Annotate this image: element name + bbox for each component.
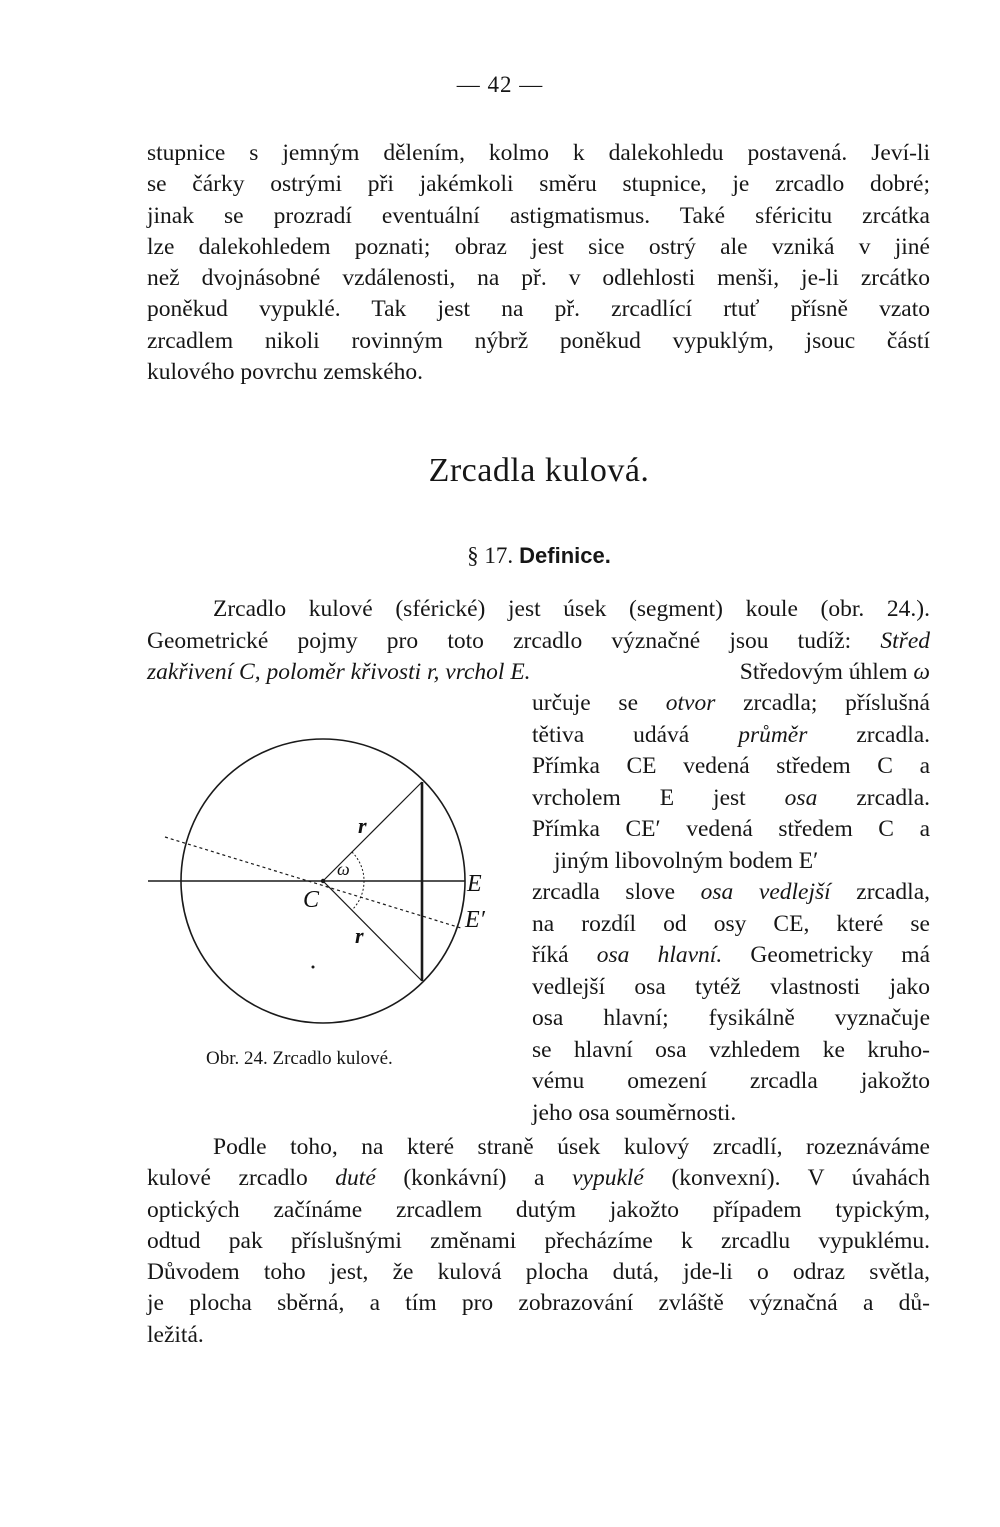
text-line: jinak se prozradí eventuální astigmatismus. Také sféricitu zrcátka	[147, 202, 930, 229]
term-italic: Střed	[880, 627, 931, 654]
label-r-bottom: r	[355, 923, 364, 948]
label-E: E	[467, 871, 482, 897]
term-italic: zakřivení C, poloměr křivosti r, vrchol E.	[147, 659, 531, 685]
text-line: kulového povrchu zemského.	[147, 359, 424, 386]
text-line	[147, 626, 930, 658]
text-line: ležitá.	[147, 1321, 204, 1348]
text-line	[147, 657, 930, 689]
text-line: jiným libovolným bodem E′	[554, 847, 819, 874]
secondary-axis-line	[165, 837, 461, 928]
text-line: osa hlavní; fysikálně vyznačuje	[532, 1005, 930, 1031]
label-r-top: r	[358, 813, 367, 838]
text-line: lze dalekohledem poznati; obraz jest sice ostrý ale vzniká v jiné	[147, 233, 930, 260]
definition-paragraph-right	[532, 688, 930, 1129]
center-dot	[321, 879, 325, 883]
text-line: poněkud vypuklé. Tak jest na př. zrcadlící rtuť přísně vzato	[147, 296, 930, 323]
text-line: odtud pak příslušnými změnami přecházíme k zrcadlu vypuklému.	[147, 1227, 930, 1254]
text-line: zrcadlem nikoli rovinným nýbrž poněkud vypuklým, jsouc částí	[147, 327, 930, 354]
text-line: Zrcadlo kulové (sférické) jest úsek (segment) koule (obr. 24.).	[213, 596, 930, 622]
text-line: tětiva udává průměr zrcadla.	[532, 721, 931, 748]
definition-paragraph-top	[147, 594, 930, 689]
figure-caption: Obr. 24. Zrcadlo kulové.	[206, 1048, 393, 1069]
mirror-diagram	[143, 737, 513, 1055]
text-line: Podle toho, na které straně úsek kulový zrcadlí, rozeznáváme	[213, 1134, 930, 1160]
label-omega: ω	[337, 859, 350, 879]
section-number: § 17.	[467, 543, 514, 568]
section-heading	[0, 543, 1000, 569]
text-line: je plocha sběrná, a tím pro zobrazování zvláště význačná a dů-	[147, 1290, 930, 1317]
text-line: se hlavní osa vzhledem ke kruho-	[532, 1036, 930, 1063]
label-E-prime: E′	[465, 907, 485, 933]
paragraph-concave-convex	[147, 1132, 930, 1351]
text-run: Středovým úhlem ω	[739, 659, 930, 685]
paragraph-continued	[147, 138, 930, 388]
text-line: Přímka CE′ vedená středem C a	[532, 816, 930, 842]
text-line: určuje se otvor zrcadla; příslušná	[532, 690, 930, 716]
radius-bottom-line	[323, 881, 422, 981]
label-C: C	[303, 887, 320, 913]
page-number: — 42 —	[456, 72, 544, 97]
chapter-title: Zrcadla kulová.	[428, 452, 650, 489]
text-line: Přímka CE vedená středem C a	[532, 753, 930, 779]
text-run: Geometrické pojmy pro toto zrcadlo význačné jsou tudíž:	[147, 627, 852, 654]
text-line: říká osa hlavní. Geometricky má	[532, 942, 931, 968]
text-line: než dvojnásobné vzdálenosti, na př. v odlehlosti menši, je-li zrcátko	[147, 265, 930, 292]
text-line: Důvodem toho jest, že kulová plocha dutá, jde-li o odraz světla,	[147, 1259, 930, 1286]
text-line: jeho osa souměrnosti.	[532, 1099, 737, 1126]
text-line: kulové zrcadlo duté (konkávní) a vypuklé (konvexní). V úvahách	[147, 1165, 931, 1192]
figure-spherical-mirror	[143, 737, 513, 1087]
text-line: stupnice s jemným dělením, kolmo k dalekohledu postavená. Jeví-li	[147, 140, 930, 166]
speck-dot	[312, 966, 315, 969]
text-line: vedlejší osa tytéž vlastnosti jako	[532, 973, 930, 1000]
text-line: vrcholem E jest osa zrcadla.	[532, 784, 931, 811]
text-line: zrcadla slove osa vedlejší zrcadla,	[532, 879, 930, 905]
text-line: optických začínáme zrcadlem dutým jakožto případem typickým,	[147, 1196, 930, 1223]
section-label: Definice.	[519, 543, 611, 568]
text-line: se čárky ostrými při jakémkoli směru stupnice, je zrcadlo dobré;	[147, 171, 930, 198]
text-line: na rozdíl od osy CE, které se	[532, 910, 930, 937]
text-line: vému omezení zrcadla jakožto	[532, 1068, 930, 1094]
